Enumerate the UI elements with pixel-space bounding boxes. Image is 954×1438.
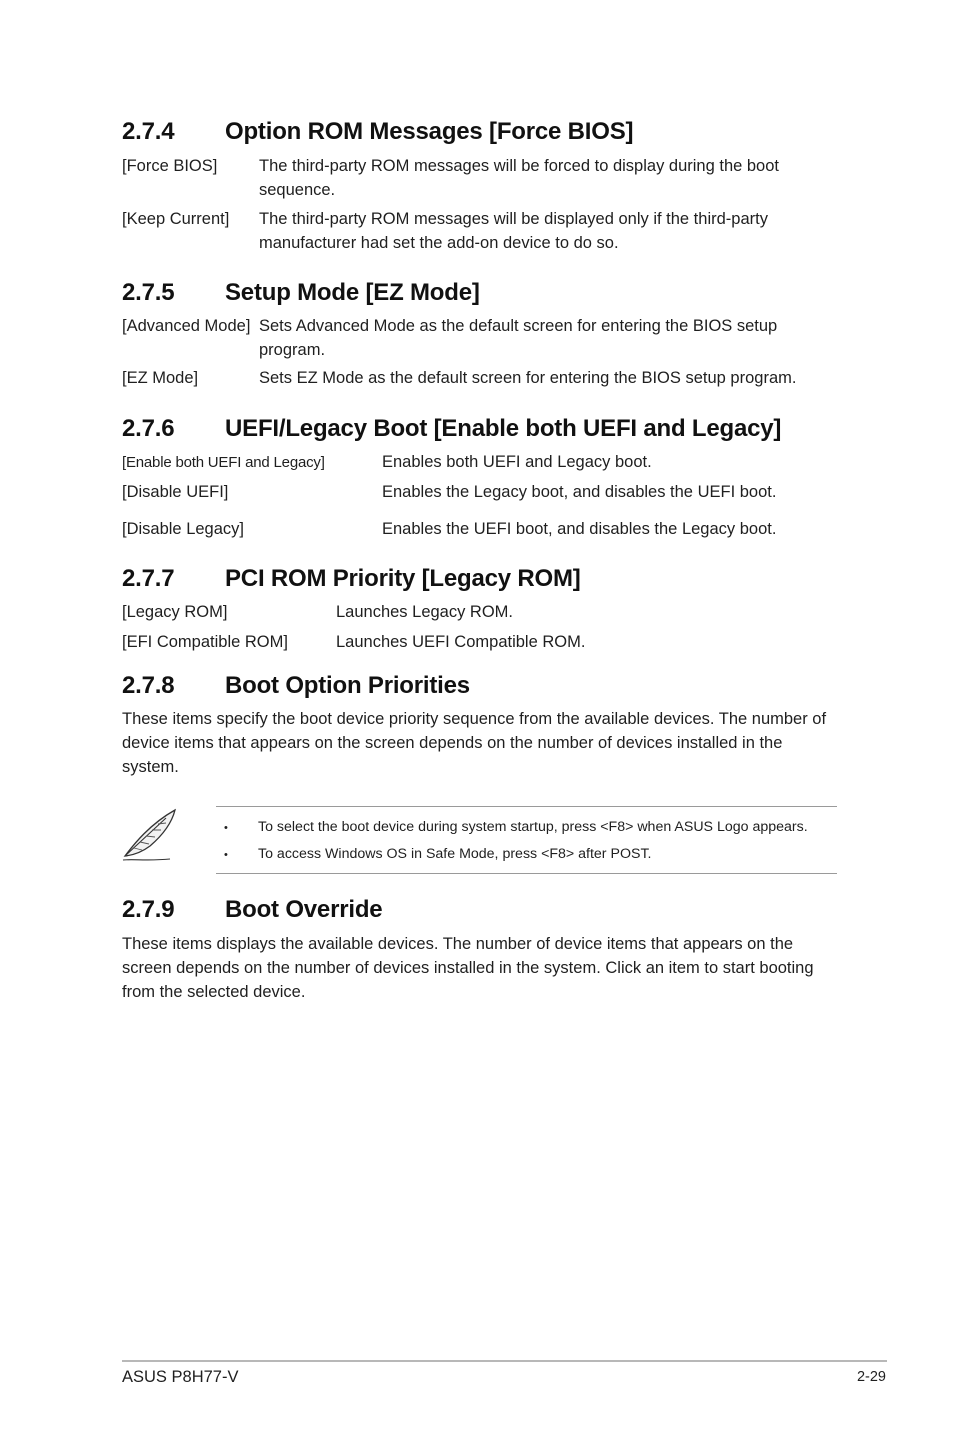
section-number: 2.7.6 [122,415,175,442]
note-text: To access Windows OS in Safe Mode, press <F8> after POST. [258,846,652,862]
section-heading-2-7-7 [122,565,581,593]
option-key: [Force BIOS] [122,157,218,175]
option-disable-legacy [122,518,842,542]
note-bottom-rule [216,873,837,874]
option-key: [Advanced Mode] [122,317,251,335]
section-heading-2-7-5 [122,279,480,307]
option-key: [Enable both UEFI and Legacy] [122,454,325,471]
option-key: [EFI Compatible ROM] [122,633,288,651]
section-paragraph: These items specify the boot device priority sequence from the available devices. The number of device items that appears on the screen depends on the number of devices installed in the system. [122,710,827,776]
note-item [224,845,651,864]
option-ez-mode [122,367,842,391]
option-disable-uefi [122,481,842,505]
bullet: • [224,849,228,861]
bullet: • [224,822,228,834]
section-title: Option ROM Messages [Force BIOS] [225,118,634,145]
note-item [224,818,808,837]
section-title: Setup Mode [EZ Mode] [225,279,480,306]
footer-rule [122,1360,887,1362]
option-legacy-rom [122,601,842,625]
section-title: Boot Override [225,896,383,923]
option-description: Sets EZ Mode as the default screen for entering the BIOS setup program. [259,369,797,387]
section-number: 2.7.4 [122,118,175,145]
option-description: Launches UEFI Compatible ROM. [336,633,586,651]
option-key: [Legacy ROM] [122,603,228,621]
section-heading-2-7-9 [122,896,382,924]
section-number: 2.7.5 [122,279,175,306]
option-efi-compatible-rom [122,631,842,655]
option-description: Enables both UEFI and Legacy boot. [382,453,652,471]
option-description: Launches Legacy ROM. [336,603,514,621]
option-key: [Disable UEFI] [122,483,229,501]
footer-page-number: 2-29 [856,1369,886,1385]
feather-pen-icon [120,804,182,866]
option-advanced-mode [122,315,842,362]
section-paragraph: These items displays the available devices. The number of device items that appears on the screen depends on the number of devices installed in the system. Click an item to start booting from the selected device. [122,935,814,1001]
section-title: PCI ROM Priority [Legacy ROM] [225,565,581,592]
note-top-rule [216,806,837,807]
option-key: [EZ Mode] [122,369,199,387]
option-description: Enables the Legacy boot, and disables the UEFI boot. [382,483,777,501]
section-title: UEFI/Legacy Boot [Enable both UEFI and Legacy] [225,415,782,442]
section-heading-2-7-8 [122,672,470,700]
option-keep-current [122,208,842,255]
option-description: The third-party ROM messages will be displayed only if the third-party manufacturer had set the add-on device to do so. [259,210,768,252]
option-key: [Disable Legacy] [122,520,244,538]
section-heading-2-7-4 [122,118,633,146]
section-number: 2.7.7 [122,565,175,592]
section-number: 2.7.9 [122,896,175,923]
option-force-bios [122,155,842,202]
option-description: The third-party ROM messages will be forced to display during the boot sequence. [259,157,779,199]
option-description: Sets Advanced Mode as the default screen for entering the BIOS setup program. [259,317,778,359]
note-text: To select the boot device during system startup, press <F8> when ASUS Logo appears. [258,819,808,835]
option-description: Enables the UEFI boot, and disables the Legacy boot. [382,520,777,538]
section-number: 2.7.8 [122,672,175,699]
section-title: Boot Option Priorities [225,672,470,699]
section-heading-2-7-6 [122,415,781,443]
footer-product: ASUS P8H77-V [122,1368,239,1386]
option-enable-both [122,451,842,475]
option-key: [Keep Current] [122,210,230,228]
